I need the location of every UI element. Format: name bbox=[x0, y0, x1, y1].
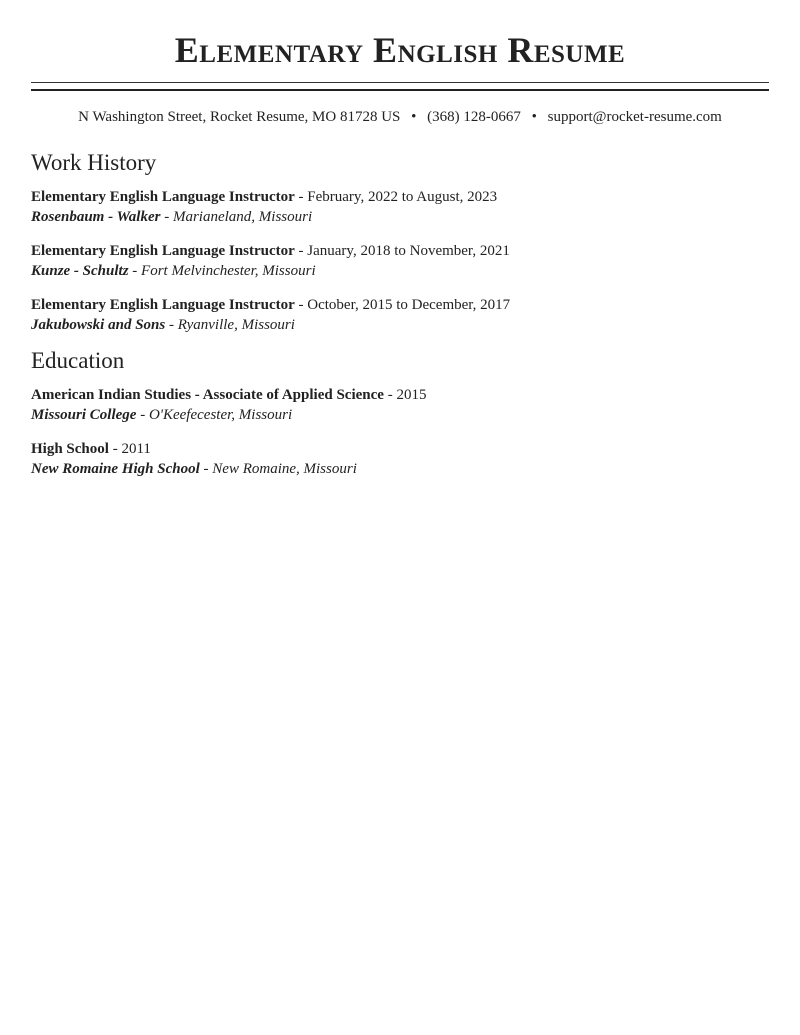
dash: - bbox=[136, 407, 149, 423]
work-entry-role-line bbox=[31, 241, 769, 261]
education-entry-degree-line bbox=[31, 439, 769, 459]
employer-location: Ryanville, Missouri bbox=[177, 317, 295, 333]
education-entry-school-line bbox=[31, 459, 769, 479]
school-name: New Romaine High School bbox=[31, 461, 200, 477]
work-entry-role-line bbox=[31, 295, 769, 315]
title-divider bbox=[31, 82, 769, 91]
work-entry-role-line bbox=[31, 187, 769, 207]
dash: - bbox=[294, 189, 308, 205]
contact-separator: • bbox=[411, 109, 417, 125]
contact-separator: • bbox=[531, 109, 537, 125]
dash: - bbox=[165, 317, 178, 333]
education-heading: Education bbox=[31, 348, 125, 373]
school-location: New Romaine, Missouri bbox=[212, 461, 357, 477]
degree-name: High School bbox=[31, 441, 109, 457]
graduation-year: 2011 bbox=[121, 441, 151, 457]
employer-location: Marianeland, Missouri bbox=[172, 209, 313, 225]
work-entry-org-line bbox=[31, 315, 769, 335]
school-name: Missouri College bbox=[31, 407, 137, 423]
employer-name: Jakubowski and Sons bbox=[31, 317, 166, 333]
work-entry bbox=[31, 187, 769, 227]
dash: - bbox=[294, 243, 308, 259]
education-entry bbox=[31, 439, 769, 479]
job-title: Elementary English Language Instructor bbox=[31, 297, 295, 313]
education-entry-degree-line bbox=[31, 385, 769, 405]
school-location: O'Keefecester, Missouri bbox=[148, 407, 293, 423]
contact-phone: (368) 128-0667 bbox=[427, 109, 521, 125]
contact-address: N Washington Street, Rocket Resume, MO 81728 US bbox=[78, 109, 401, 125]
education-entry-school-line bbox=[31, 405, 769, 425]
job-dates: January, 2018 to November, 2021 bbox=[307, 243, 510, 259]
degree-name: American Indian Studies - Associate of Applied Science bbox=[31, 387, 384, 403]
employer-name: Rosenbaum - Walker bbox=[31, 209, 161, 225]
work-entry-org-line bbox=[31, 261, 769, 281]
dash: - bbox=[383, 387, 397, 403]
graduation-year: 2015 bbox=[396, 387, 427, 403]
dash: - bbox=[199, 461, 213, 477]
employer-location: Fort Melvinchester, Missouri bbox=[141, 263, 316, 279]
dash: - bbox=[128, 263, 142, 279]
resume-title: Elementary English Resume bbox=[174, 30, 626, 70]
dash: - bbox=[160, 209, 173, 225]
work-entry bbox=[31, 241, 769, 281]
dash: - bbox=[294, 297, 308, 313]
job-title: Elementary English Language Instructor bbox=[31, 189, 295, 205]
work-entry bbox=[31, 295, 769, 335]
education-entry bbox=[31, 385, 769, 425]
employer-name: Kunze - Schultz bbox=[31, 263, 129, 279]
contact-line bbox=[31, 107, 769, 127]
job-dates: October, 2015 to December, 2017 bbox=[307, 297, 511, 313]
job-title: Elementary English Language Instructor bbox=[31, 243, 295, 259]
dash: - bbox=[108, 441, 122, 457]
work-history-heading: Work History bbox=[31, 150, 157, 175]
work-entry-org-line bbox=[31, 207, 769, 227]
job-dates: February, 2022 to August, 2023 bbox=[307, 189, 498, 205]
contact-email: support@rocket-resume.com bbox=[547, 109, 722, 125]
